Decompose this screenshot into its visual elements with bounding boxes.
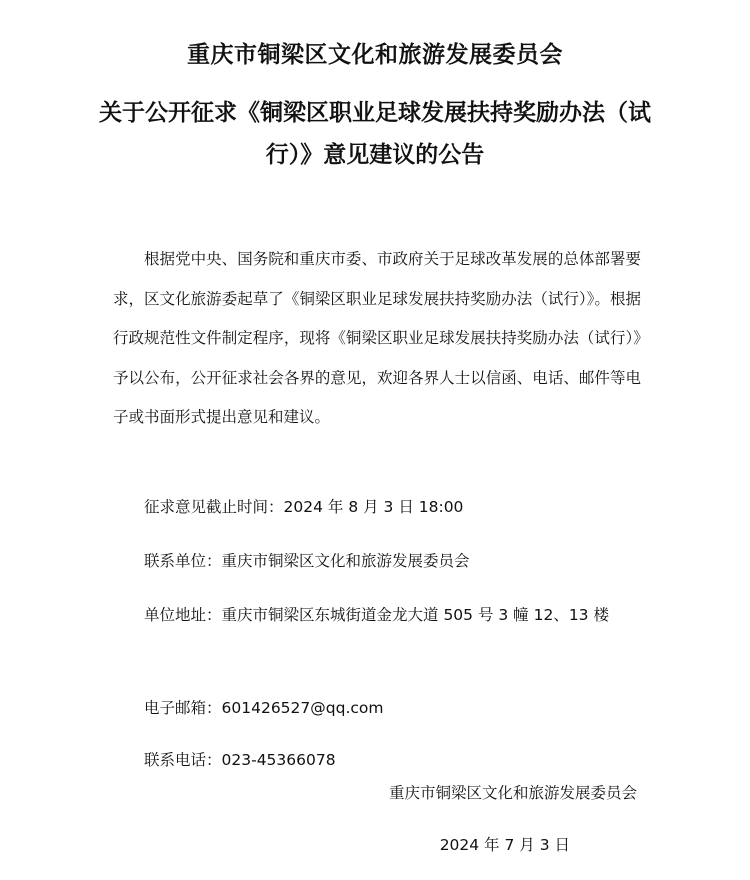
- signature-org: 重庆市铜梁区文化和旅游发展委员会: [388, 784, 637, 802]
- deadline-label: 征求意见截止时间：: [144, 498, 284, 516]
- org-title: 重庆市铜梁区文化和旅游发展委员会: [187, 42, 563, 68]
- email-value: 601426527@qq.com: [221, 699, 384, 717]
- address-field: [113, 596, 641, 635]
- email-field: [113, 689, 641, 728]
- email-label: 电子邮箱：: [144, 699, 222, 717]
- notice-title: 关于公开征求《铜梁区职业足球发展扶持奖励办法（试行）》意见建议的公告: [99, 100, 651, 168]
- phone-value: 023-45366078: [221, 751, 336, 769]
- phone-label: 联系电话：: [144, 751, 222, 769]
- body-paragraph: 根据党中央、国务院和重庆市委、市政府关于足球改革发展的总体部署要求，区文化旅游委起草了《铜梁区职业足球发展扶持奖励办法（试行）》。根据行政规范性文件制定程序，现将《铜梁区职业足球发展扶持奖励办法（试行）》予以公布，公开征求社会各界的意见，欢迎各界人士以信函、电话、邮件等电子或书面形式提出意见和建议。: [113, 250, 641, 426]
- address-label: 单位地址：: [144, 606, 222, 624]
- deadline-field: [113, 488, 641, 527]
- deadline-value: 2024 年 8 月 3 日 18:00: [283, 498, 464, 516]
- phone-field: [113, 741, 641, 780]
- address-value: 重庆市铜梁区东城街道金龙大道 505 号 3 幢 12、13 楼: [221, 606, 609, 624]
- contact-unit-field: [113, 542, 641, 581]
- signature-date: 2024 年 7 月 3 日: [439, 836, 570, 854]
- contact-unit-value: 重庆市铜梁区文化和旅游发展委员会: [221, 552, 470, 570]
- contact-unit-label: 联系单位：: [144, 552, 222, 570]
